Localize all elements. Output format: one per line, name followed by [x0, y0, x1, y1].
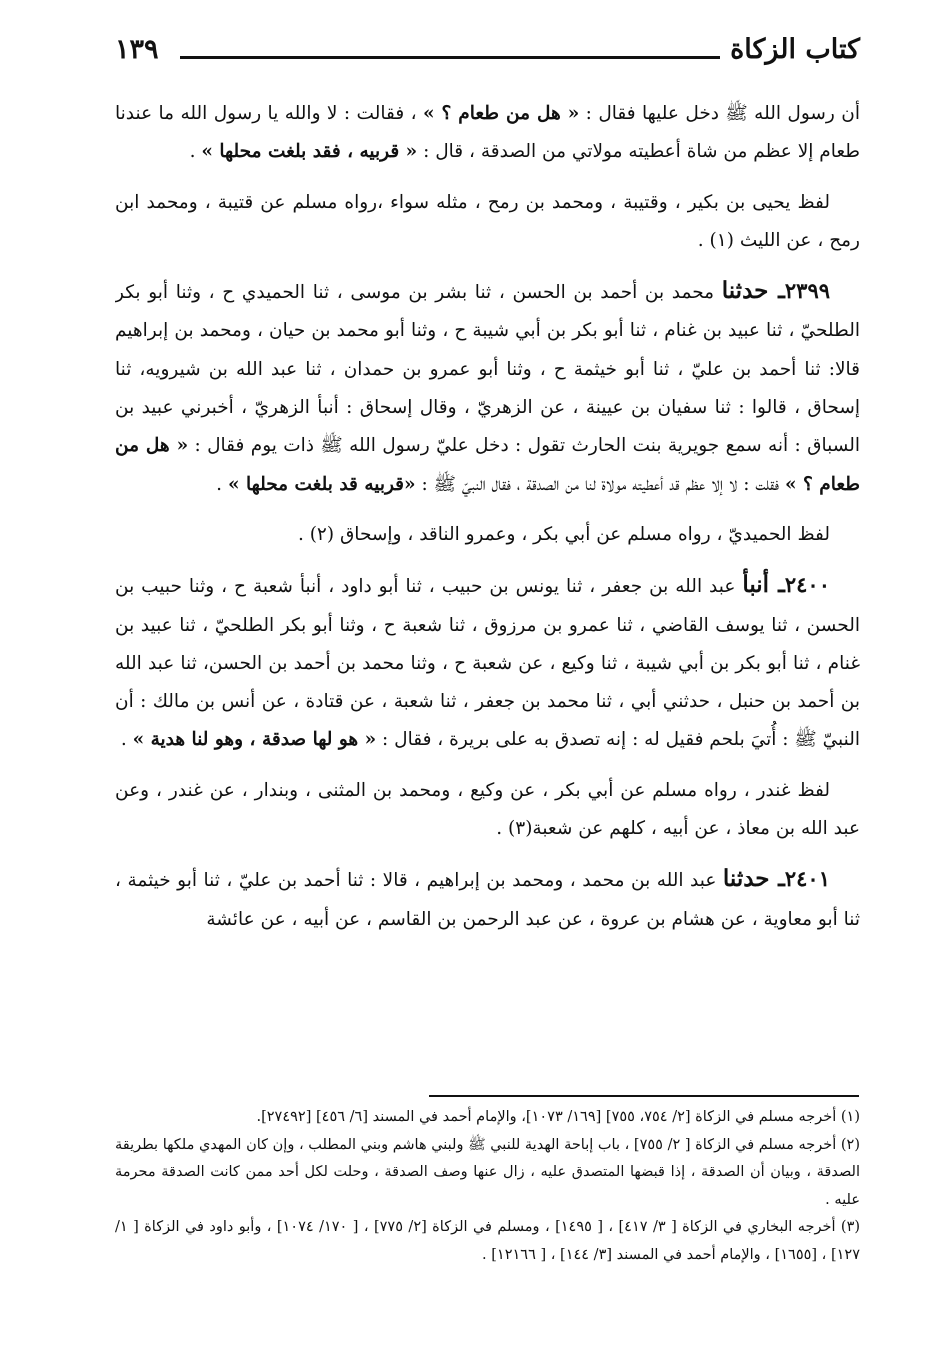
footnote-1: (١) أخرجه مسلم في الزكاة [٢/ ٧٥٤، ٧٥٥] [١٦٩/ ١٠٧٣]، والإمام أحمد في المسند [٦/ ٤٥٦] [٢٧٤٩٢].: [256, 1109, 860, 1125]
narration-keyword: ـ حدثنا: [722, 865, 785, 893]
text: .: [120, 729, 133, 751]
hadith-2399: [115, 272, 860, 504]
text: فقلت : لا إلا عظم قد أعطيته مولاة لنا من الصدقة ، فقال النبيّ ﷺ :: [415, 473, 785, 495]
hadith-number: ٢٤٠١: [784, 866, 830, 892]
footnotes: [115, 1104, 860, 1319]
text: ، فقالت : لا والله يا رسول الله ما عندنا طعام إلا عظم من شاة أعطيته مولاتي من الصدقة ، قال :: [115, 103, 860, 163]
narration-keyword: ـ أنبأ: [742, 571, 785, 599]
text: محمد بن أحمد بن الحسن ، ثنا بشر بن موسى ، ثنا الحميدي ح ، وثنا أبو بكر الطلحيّ ، ثنا عبيد بن غنام ، ثنا أبو بكر بن أبي شيبة ح ، وثنا أبو محمد بن حيان ، ومحمد بن إبراهيم قالا: ثنا أحمد بن عليّ ، ثنا أبو خيثمة ح ، وثنا أبو عمرو بن حمدان ، ثنا عبد الله بن شيرويه، ثنا إسحاق ، قالوا : ثنا سفيان بن عيينة ، عن الزهريّ ، وقال إسحاق : أنبأ الزهريّ ، أخبرني عبيد بن السباق : أنه سمع جويرية بنت الحارث تقول : دخل عليّ رسول الله ﷺ ذات يوم فقال :: [115, 282, 860, 457]
hadith-number: ٢٤٠٠: [784, 572, 830, 598]
hadith-quote: « هل من طعام ؟ »: [422, 103, 580, 124]
book-title: كتاب الزكاة: [730, 34, 860, 65]
header-rule: [180, 56, 720, 59]
hadith-quote: «قربيه قد بلغت محلها »: [227, 473, 416, 495]
main-text: [115, 95, 860, 1010]
paragraph-1: [115, 95, 860, 172]
text: .: [189, 141, 202, 163]
hadith-2401: [115, 860, 860, 939]
footnote-2: (٢) أخرجه مسلم في الزكاة [ ٢/ ٧٥٥] ، باب إباحة الهدية للنبي ﷺ ولبني هاشم وبني المطلب ، وإن كان المهدي ملكها بطريقة الصدقة ، وبيان أن الصدقة ، إذا قبضها المتصدق عليه ، زال عنها وصف الصدقة ، وحلت لكل أحد ممن كانت الصدقة محرمة عليه .: [115, 1136, 860, 1208]
footnote-rule: [429, 1095, 859, 1097]
text: .: [216, 473, 228, 495]
paragraph-4: لفظ الحميديّ ، رواه مسلم عن أبي بكر ، وعمرو الناقد ، وإسحاق (٢) .: [297, 523, 830, 545]
hadith-number: ٢٣٩٩: [784, 278, 831, 304]
page-number: ١٣٩: [115, 34, 159, 65]
hadith-quote: « هل من طعام ؟ »: [115, 435, 860, 495]
hadith-quote: « قربيه ، فقد بلغت محلها »: [201, 141, 418, 163]
hadith-quote: « هو لها صدقة ، وهو لنا هدية »: [132, 729, 377, 751]
footnote-3: (٣) أخرجه البخاري في الزكاة [ ٣/ ٤١٧] ، [ ١٤٩٥] ، ومسلم في الزكاة [٢/ ٧٧٥] ، [ ١٧٠/ ١٠٧٤] ، وأبو داود في الزكاة [ ١/ ١٢٧] ، [١٦٥٥] ، والإمام أحمد في المسند [٣/ ١٤٤] ، [ ١٢١٦٦] .: [115, 1219, 860, 1263]
hadith-2400: [115, 566, 860, 759]
page-header: [115, 22, 860, 78]
text: عبد الله بن محمد ، ومحمد بن إبراهيم ، قالا : ثنا أحمد بن عليّ ، ثنا أبو خيثمة ، ثنا أبو معاوية ، عن هشام بن عروة ، عن عبد الرحمن بن القاسم ، عن أبيه ، عن عائشة: [115, 870, 860, 930]
paragraph-2: لفظ يحيى بن بكير ، وقتيبة ، ومحمد بن رمح ، مثله سواء ،رواه مسلم عن قتيبة ، ومحمد ابن رمح ، عن الليث (١) .: [115, 191, 860, 251]
text: أن رسول الله ﷺ دخل عليها فقال :: [579, 103, 860, 124]
text: عبد الله بن جعفر ، ثنا يونس بن حبيب ، ثنا أبو داود ، أنبأ شعبة ح ، وثنا حبيب بن الحسن ، ثنا يوسف القاضي ، ثنا عمرو بن مرزوق ، ثنا شعبة ح ، وثنا أبو بكر الطلحيّ ، ثنا عبيد بن غنام ، ثنا أبو بكر بن أبي شيبة ، ثنا وكيع ، عن شعبة ح ، وثنا محمد بن أحمد بن الحسن، ثنا عبد الله بن أحمد بن حنبل ، حدثني أبي ، ثنا محمد بن جعفر ، ثنا شعبة ، عن قتادة ، عن أنس بن مالك : أن النبيّ ﷺ : أُتيَ بلحم فقيل له : إنه تصدق به على بريرة ، فقال :: [115, 576, 860, 751]
narration-keyword: ـ حدثنا: [721, 277, 785, 305]
paragraph-6: لفظ غندر ، رواه مسلم عن أبي بكر ، عن وكيع ، ومحمد بن المثنى ، وبندار ، عن غندر ، وعن عبد الله بن معاذ ، عن أبيه ، كلهم عن شعبة(٣) .: [115, 779, 860, 840]
